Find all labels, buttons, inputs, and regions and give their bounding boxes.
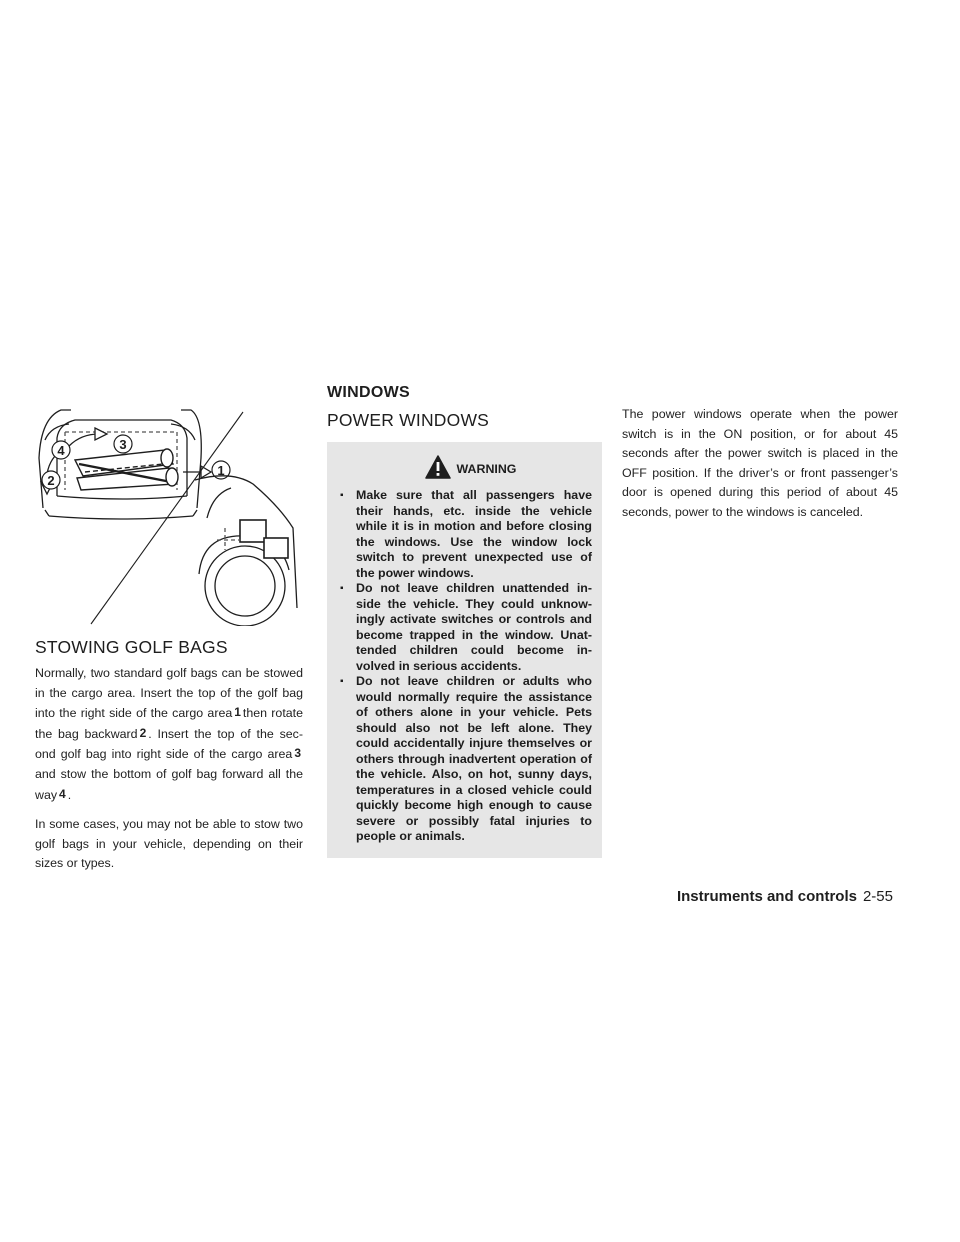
callout-ref-3: 3	[294, 746, 301, 761]
text-run: and stow the bottom of golf bag forward all the way	[35, 766, 303, 802]
golf-bag-figure	[35, 398, 303, 626]
warning-list	[337, 488, 592, 845]
warning-title: WARNING	[456, 462, 517, 476]
warning-item: ▪ Do not leave children unattended in-side the vehicle. They could unknow-ingly activate switches or controls and become trapped in the window. Unat-tended children could become in-volved in serious accidents.	[337, 581, 592, 674]
middle-column	[327, 385, 602, 858]
warning-item: ▪ Do not leave children or adults who would normally require the assistance of others alone in your vehicle. Pets should also not be left alone. They could accidentally injure themselves or others through inadvertent operation of the vehicle. Also, on hot, sunny days, temperatures in a closed vehicle could quickly become high enough to cause severe or possibly fatal injuries to people or animals.	[337, 674, 592, 845]
callout-ref-2: 2	[139, 725, 147, 740]
text-run: .	[67, 787, 72, 802]
text-run: Normally, two standard golf bags can be stowed in the cargo area. Insert the top of the golf bag into the right side of the cargo area	[35, 666, 303, 721]
callout-ref-1: 1	[234, 705, 241, 720]
warning-header	[337, 454, 592, 488]
section-title: Instruments and controls	[676, 888, 857, 905]
warning-box	[327, 442, 602, 858]
callout-4: 4	[57, 443, 65, 458]
text-run: . Insert the top of the sec-ond golf bag into right side of the cargo area	[35, 726, 303, 762]
callout-ref-4: 4	[59, 786, 66, 801]
golf-bags-paragraph-1	[35, 664, 303, 805]
callout-2: 2	[47, 473, 55, 488]
power-windows-paragraph: The power windows operate when the power switch is in the ON position, or for about 45 seconds after the power switch is placed in the OFF position. If the driver’s or front passenger’s door is opened during this period of about 45 seconds, power to the windows is canceled.	[622, 407, 898, 519]
cargo-area-illustration	[35, 398, 303, 626]
page-footer	[677, 888, 893, 905]
golf-bags-paragraph-2: In some cases, you may not be able to stow two golf bags in your vehicle, depending on their sizes or types.	[35, 817, 303, 871]
right-column	[622, 405, 898, 523]
warning-item: ▪ Make sure that all passengers have their hands, etc. inside the vehicle while it is in motion and before closing the windows. Use the window lock switch to prevent unexpected use of the power windows.	[337, 488, 592, 581]
text-run: then rotate the bag backward	[35, 706, 303, 741]
golf-bags-heading: STOWING GOLF BAGS	[35, 637, 228, 657]
callout-3: 3	[119, 437, 127, 452]
page-number: 2-55	[862, 888, 893, 905]
power-windows-heading: POWER WINDOWS	[327, 410, 490, 430]
golf-bags-section	[35, 637, 303, 874]
callout-1: 1	[217, 463, 225, 478]
windows-heading: WINDOWS	[327, 384, 410, 401]
